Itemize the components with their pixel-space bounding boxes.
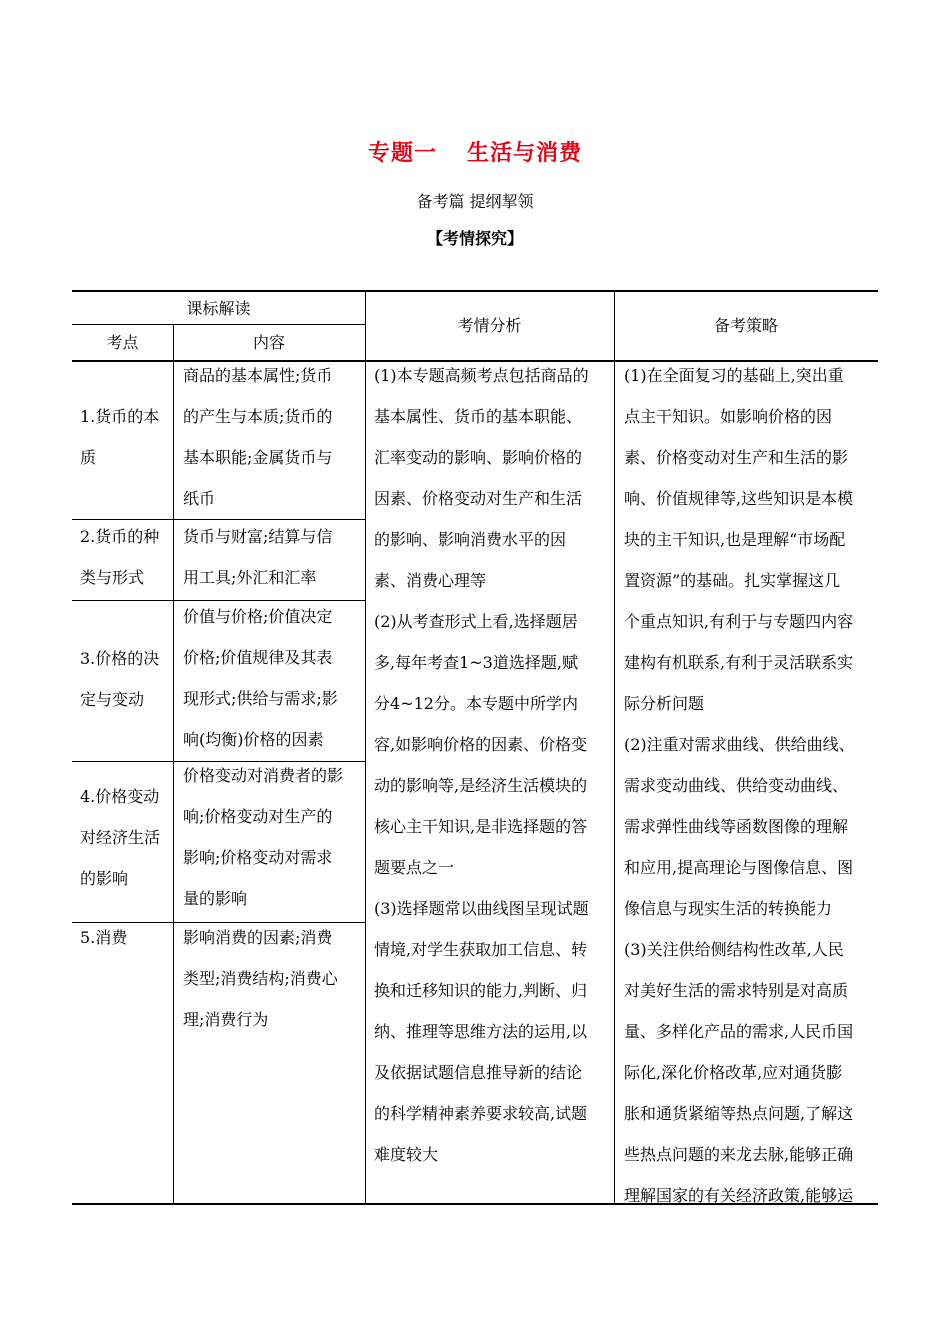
content-cell: 价值与价格;价值决定 价格;价值规律及其表 现形式;供给与需求;影 响(均衡)价格的因素 [183,607,338,749]
strategy-cell: (1)在全面复习的基础上,突出重 点主干知识。如影响价格的因 素、价格变动对生产和生活的影 响、价值规律等,这些知识是本模 块的主干知识,也是理解“市场配 置资源”的基础。扎实掌握这几 个重点知识,有利于与专题四内容 建构有机联系,有利于灵活联系实 际分析问题 (2)注重对需求曲线、供给曲线、 需求变动曲线、供给变动曲线、 需求弹性曲线等函数图像的理解 和应用,提高理论与图像信息、图 像信息与现实生活的转换能力 (3)关注供给侧结构性改革,人民 对美好生活的需求特别是对高质 量、多样化产品的需求,人民币国 际化,深化价格改革,应对通货膨 胀和通货紧缩等热点问题,了解这 些热点问题的来龙去脉,能够正确 理解国家的有关经济政策,能够运 [624,366,855,1205]
exam-point-cell: 1.货币的本 质 [80,407,160,467]
exam-analysis-table [72,290,878,1205]
header-exam-point: 考点 [106,333,139,352]
content-cell: 商品的基本属性;货币 的产生与本质;货币的 基本职能;金属货币与 纸币 [183,366,333,508]
header-content: 内容 [252,333,285,352]
exam-point-cell: 3.价格的决 定与变动 [80,649,160,709]
column-divider [173,324,174,1203]
title-subject: 生活与消费 [467,141,583,166]
header-analysis: 考情分析 [457,316,522,335]
content-cell: 价格变动对消费者的影 响;价格变动对生产的 影响;价格变动对需求 量的影响 [183,766,344,908]
exam-point-cell: 4.价格变动 对经济生活 的影响 [80,787,161,888]
column-divider [614,290,615,1203]
page-title [0,136,950,167]
page-subtitle: 备考篇 提纲挈领 [416,192,534,211]
content-cell: 影响消费的因素;消费 类型;消费结构;消费心 理;消费行为 [183,928,338,1029]
header-curriculum: 课标解读 [186,299,251,318]
exam-point-cell: 2.货币的种 类与形式 [80,527,160,587]
header-strategy: 备考策略 [713,316,778,335]
title-topic: 专题一 [367,141,437,166]
analysis-cell: (1)本专题高频考点包括商品的 基本属性、货币的基本职能、 汇率变动的影响、影响价格的 因素、价格变动对生产和生活 的影响、影响消费水平的因 素、消费心理等 (2)从考查形式上看,选择题居 多,每年考查1~3道选择题,赋 分4~12分。本专题中所学内 容,如影响价格的因素、价格变 动的影响等,是经济生活模块的 核心主干知识,是非选择题的答 题要点之一 (3)选择题常以曲线图呈现试题 情境,对学生获取加工信息、转 换和迁移知识的能力,判断、归 纳、推理等思维方法的运用,以 及依据试题信息推导新的结论 的科学精神素养要求较高,试题 难度较大 [374,366,589,1164]
content-cell: 货币与财富;结算与信 用工具;外汇和汇率 [183,527,333,587]
exam-point-cell: 5.消费 [80,928,128,947]
column-divider [365,290,366,1203]
section-heading: 【考情探究】 [426,229,523,248]
table-top-border [72,290,878,292]
group-header-divider [72,324,365,325]
